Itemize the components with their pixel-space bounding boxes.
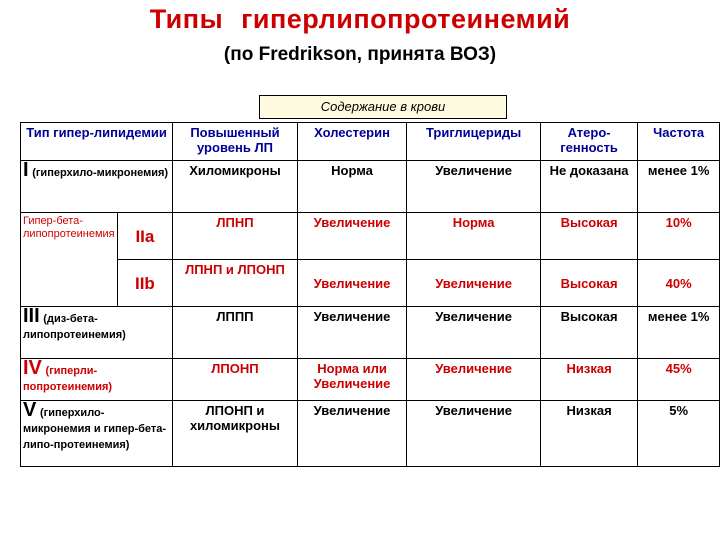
atherogenicity-cell: Высокая — [540, 213, 638, 260]
lp-cell: ЛПОНП и хиломикроны — [173, 401, 298, 467]
header-frequency: Частота — [638, 123, 720, 161]
triglycerides-cell: Увеличение — [407, 359, 541, 401]
type-description: (гиперхило-микронемия) — [32, 167, 169, 179]
table-row — [21, 401, 720, 467]
type-numeral: V — [23, 400, 37, 421]
frequency-cell: менее 1% — [638, 307, 720, 359]
frequency-cell: 45% — [638, 359, 720, 401]
header-lp: Повышенный уровень ЛП — [173, 123, 298, 161]
frequency-cell: 40% — [638, 260, 720, 307]
cholesterol-cell: Норма или Увеличение — [297, 359, 407, 401]
header-cholesterol: Холестерин — [297, 123, 407, 161]
atherogenicity-cell: Низкая — [540, 359, 638, 401]
type-cell — [21, 161, 173, 213]
type-description: (гиперхило-микронемия и гипер-бета-липо-протеинемия) — [23, 407, 167, 451]
triglycerides-cell: Увеличение — [407, 161, 541, 213]
table-row — [21, 161, 720, 213]
triglycerides-cell: Увеличение — [407, 401, 541, 467]
cholesterol-cell: Увеличение — [297, 260, 407, 307]
lp-cell: ЛППП — [173, 307, 298, 359]
atherogenicity-cell: Не доказана — [540, 161, 638, 213]
triglycerides-cell: Увеличение — [407, 307, 541, 359]
type-numeral: IIa — [117, 213, 173, 260]
type-description: (диз-бета-липопротеинемия) — [23, 313, 126, 341]
type-cell — [21, 307, 173, 359]
blood-content-header: Содержание в крови — [259, 95, 507, 119]
type-numeral: IIb — [117, 260, 173, 307]
cholesterol-cell: Норма — [297, 161, 407, 213]
table-row — [21, 260, 720, 307]
type-cell — [21, 359, 173, 401]
triglycerides-cell: Норма — [407, 213, 541, 260]
cholesterol-cell: Увеличение — [297, 307, 407, 359]
lp-cell: ЛПНП — [173, 213, 298, 260]
triglycerides-cell: Увеличение — [407, 260, 541, 307]
type-numeral: III — [23, 306, 40, 327]
type-description: (гиперли-попротеинемия) — [23, 365, 113, 393]
type-numeral: I — [23, 160, 29, 181]
page-title: Типы гиперлипопротеинемий — [149, 4, 571, 34]
atherogenicity-cell: Высокая — [540, 307, 638, 359]
lp-cell: Хиломикроны — [173, 161, 298, 213]
header-row — [21, 123, 720, 161]
page-subtitle: (по Fredrikson, принята ВОЗ) — [223, 44, 497, 65]
frequency-cell: 10% — [638, 213, 720, 260]
type-numeral: IV — [23, 358, 42, 379]
table-row — [21, 213, 720, 260]
header-triglycerides: Триглицериды — [407, 123, 541, 161]
type-cell — [21, 401, 173, 467]
table-row — [21, 307, 720, 359]
frequency-cell: менее 1% — [638, 161, 720, 213]
header-type: Тип гипер-липидемии — [21, 123, 173, 161]
table-row — [21, 359, 720, 401]
atherogenicity-cell: Низкая — [540, 401, 638, 467]
lp-cell: ЛПНП и ЛПОНП — [173, 260, 298, 307]
hyperlipoproteinemia-table — [20, 122, 720, 467]
atherogenicity-cell: Высокая — [540, 260, 638, 307]
cholesterol-cell: Увеличение — [297, 401, 407, 467]
frequency-cell: 5% — [638, 401, 720, 467]
lp-cell: ЛПОНП — [173, 359, 298, 401]
cholesterol-cell: Увеличение — [297, 213, 407, 260]
type-ii-group: Гипер-бета-липопротеинемия — [21, 213, 118, 307]
header-atherogenicity: Атеро-генность — [540, 123, 638, 161]
